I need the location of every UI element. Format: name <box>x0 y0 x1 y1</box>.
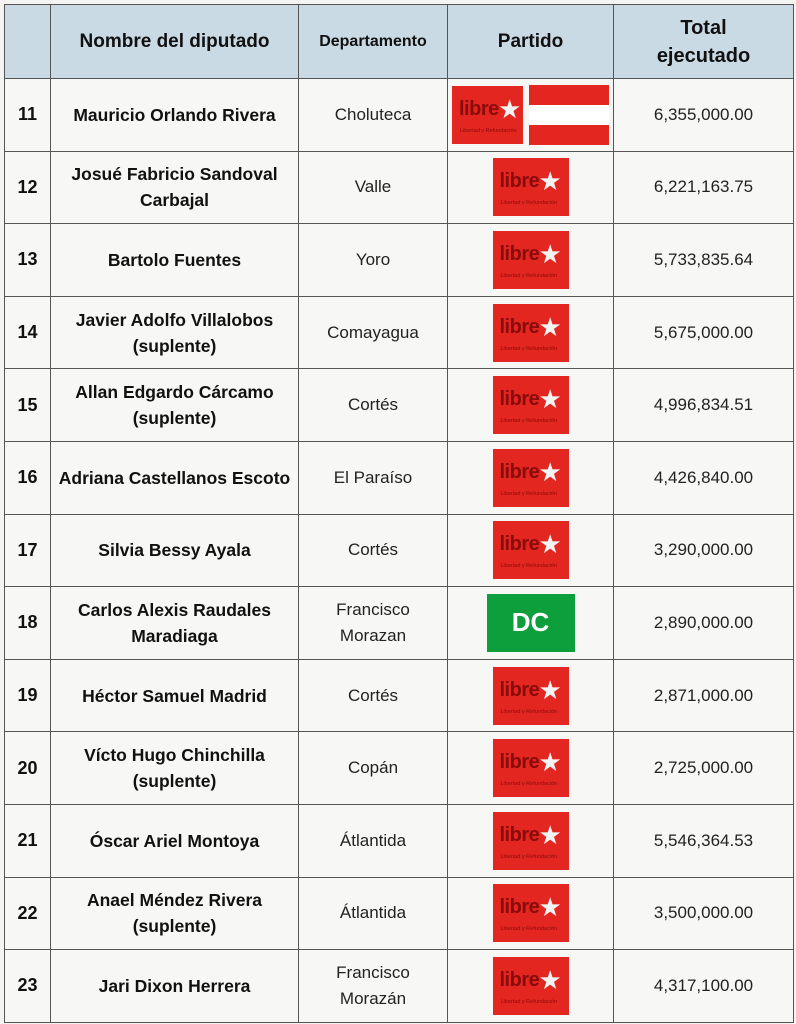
header-department: Departamento <box>299 5 448 79</box>
libre-logo-word: libre <box>499 242 540 265</box>
table-row <box>5 950 794 1023</box>
table-row <box>5 514 794 587</box>
libre-logo-word: libre <box>499 388 540 411</box>
table-row <box>5 877 794 950</box>
party-logo-wrap <box>452 152 609 224</box>
libre-party-logo <box>493 304 569 362</box>
deputy-name: Mauricio Orlando Rivera <box>51 79 299 152</box>
libre-logo-tagline: Libertad y Refundación <box>500 708 558 715</box>
party-logo-wrap <box>452 805 609 877</box>
row-number: 21 <box>5 804 51 877</box>
party-logo-wrap <box>452 660 609 732</box>
row-number: 14 <box>5 296 51 369</box>
libre-party-logo <box>493 812 569 870</box>
department: Átlantida <box>299 804 448 877</box>
star-icon: ★ <box>538 384 562 415</box>
row-number: 20 <box>5 732 51 805</box>
party-cell <box>448 732 614 805</box>
header-total-line1: Total <box>680 16 727 39</box>
flag-stripe <box>529 85 609 105</box>
table-row <box>5 441 794 514</box>
party-cell <box>448 441 614 514</box>
deputy-name: Anael Méndez Rivera (suplente) <box>51 877 299 950</box>
row-number: 11 <box>5 79 51 152</box>
total-executed: 5,733,835.64 <box>614 224 794 297</box>
header-party: Partido <box>448 5 614 79</box>
party-cell <box>448 151 614 224</box>
libre-party-logo <box>493 449 569 507</box>
row-number: 16 <box>5 441 51 514</box>
header-num <box>5 5 51 79</box>
department: Átlantida <box>299 877 448 950</box>
star-icon: ★ <box>538 311 562 342</box>
row-number: 15 <box>5 369 51 442</box>
libre-logo-word: libre <box>499 823 540 846</box>
party-logo-wrap <box>452 587 609 659</box>
party-logo-wrap <box>452 515 609 587</box>
libre-logo-tagline: Libertad y Refundación <box>500 345 558 352</box>
libre-party-logo <box>493 158 569 216</box>
star-icon: ★ <box>538 964 562 995</box>
dc-party-logo: DC <box>487 594 575 652</box>
libre-logo-word: libre <box>459 97 499 120</box>
total-executed: 2,890,000.00 <box>614 587 794 660</box>
party-cell <box>448 659 614 732</box>
department: Choluteca <box>299 79 448 152</box>
header-total <box>614 5 794 79</box>
deputy-name: Héctor Samuel Madrid <box>51 659 299 732</box>
libre-logo-word: libre <box>499 968 540 991</box>
department: Comayagua <box>299 296 448 369</box>
total-executed: 3,290,000.00 <box>614 514 794 587</box>
department: Copán <box>299 732 448 805</box>
deputies-table <box>4 4 794 1023</box>
deputy-name: Óscar Ariel Montoya <box>51 804 299 877</box>
libre-party-logo <box>493 521 569 579</box>
total-executed: 5,546,364.53 <box>614 804 794 877</box>
libre-logo-word: libre <box>499 751 540 774</box>
party-logo-wrap <box>452 732 609 804</box>
star-icon: ★ <box>538 166 562 197</box>
total-executed: 6,221,163.75 <box>614 151 794 224</box>
party-cell <box>448 587 614 660</box>
department: Yoro <box>299 224 448 297</box>
party-cell <box>448 224 614 297</box>
table-row <box>5 587 794 660</box>
libre-logo-tagline: Libertad y Refundación <box>500 926 558 933</box>
row-number: 22 <box>5 877 51 950</box>
party-cell <box>448 369 614 442</box>
row-number: 13 <box>5 224 51 297</box>
total-executed: 4,317,100.00 <box>614 950 794 1023</box>
table-row <box>5 804 794 877</box>
party-logo-wrap <box>452 297 609 369</box>
department: Francisco Morazan <box>299 587 448 660</box>
libre-logo-word: libre <box>499 678 540 701</box>
libre-logo-word: libre <box>499 896 540 919</box>
flag-stripe <box>529 125 609 145</box>
libre-logo-tagline: Libertad y Refundación <box>500 200 558 207</box>
libre-party-logo <box>493 667 569 725</box>
table-row <box>5 151 794 224</box>
party-logo-wrap <box>452 79 609 151</box>
department: Cortés <box>299 514 448 587</box>
deputy-name: Carlos Alexis Raudales Maradiaga <box>51 587 299 660</box>
party-logo-wrap <box>452 950 609 1022</box>
party-cell <box>448 79 614 152</box>
total-executed: 2,725,000.00 <box>614 732 794 805</box>
deputy-name: Javier Adolfo Villalobos (suplente) <box>51 296 299 369</box>
star-icon: ★ <box>538 819 562 850</box>
deputy-name: Silvia Bessy Ayala <box>51 514 299 587</box>
libre-logo-tagline: Libertad y Refundación <box>500 272 558 279</box>
table-row <box>5 224 794 297</box>
libre-party-logo <box>493 376 569 434</box>
party-cell <box>448 877 614 950</box>
libre-logo-tagline: Libertad y Refundación <box>500 418 558 425</box>
libre-party-logo <box>493 884 569 942</box>
table-row <box>5 79 794 152</box>
party-logo-wrap <box>452 224 609 296</box>
deputy-name: Josué Fabricio Sandoval Carbajal <box>51 151 299 224</box>
star-icon: ★ <box>538 238 562 269</box>
table-row <box>5 732 794 805</box>
party-logo-wrap <box>452 369 609 441</box>
party-cell <box>448 950 614 1023</box>
row-number: 18 <box>5 587 51 660</box>
department: Valle <box>299 151 448 224</box>
total-executed: 4,996,834.51 <box>614 369 794 442</box>
department: Cortés <box>299 369 448 442</box>
libre-logo-tagline: Libertad y Refundación <box>500 853 558 860</box>
star-icon: ★ <box>538 892 562 923</box>
deputy-name: Vícto Hugo Chinchilla (suplente) <box>51 732 299 805</box>
header-name: Nombre del diputado <box>51 5 299 79</box>
libre-party-logo <box>493 957 569 1015</box>
total-executed: 3,500,000.00 <box>614 877 794 950</box>
table-row <box>5 659 794 732</box>
row-number: 12 <box>5 151 51 224</box>
total-executed: 6,355,000.00 <box>614 79 794 152</box>
deputy-name: Jari Dixon Herrera <box>51 950 299 1023</box>
department: Francisco Morazán <box>299 950 448 1023</box>
party-logo-wrap <box>452 878 609 950</box>
libre-logo-tagline: Libertad y Refundación <box>500 563 558 570</box>
star-icon: ★ <box>538 674 562 705</box>
deputy-name: Allan Edgardo Cárcamo (suplente) <box>51 369 299 442</box>
star-icon: ★ <box>538 529 562 560</box>
libre-logo-tagline: Libertad y Refundación <box>500 781 558 788</box>
libre-party-logo <box>493 231 569 289</box>
row-number: 19 <box>5 659 51 732</box>
total-executed: 5,675,000.00 <box>614 296 794 369</box>
party-cell <box>448 514 614 587</box>
header-total-line2: ejecutado <box>656 44 751 67</box>
libre-logo-word: libre <box>499 170 540 193</box>
libre-party-logo <box>493 739 569 797</box>
party-cell <box>448 296 614 369</box>
flag-stripe <box>529 105 609 125</box>
department: El Paraíso <box>299 441 448 514</box>
deputy-name: Adriana Castellanos Escoto <box>51 441 299 514</box>
star-icon: ★ <box>498 93 522 124</box>
libre-logo-word: libre <box>499 460 540 483</box>
flag-icon <box>529 85 609 145</box>
libre-logo-tagline: Libertad y Refundación <box>500 998 558 1005</box>
department: Cortés <box>299 659 448 732</box>
libre-logo-word: libre <box>499 315 540 338</box>
table-body <box>5 79 794 1023</box>
header-row <box>5 5 794 79</box>
table-row <box>5 296 794 369</box>
total-executed: 2,871,000.00 <box>614 659 794 732</box>
libre-logo-tagline: Libertad y Refundación <box>500 490 558 497</box>
party-cell <box>448 804 614 877</box>
libre-party-logo <box>452 86 523 144</box>
table-row <box>5 369 794 442</box>
star-icon: ★ <box>538 747 562 778</box>
libre-logo-tagline: Libertad y Refundación <box>460 127 517 134</box>
row-number: 23 <box>5 950 51 1023</box>
deputy-name: Bartolo Fuentes <box>51 224 299 297</box>
star-icon: ★ <box>538 456 562 487</box>
row-number: 17 <box>5 514 51 587</box>
party-logo-wrap <box>452 442 609 514</box>
libre-logo-word: libre <box>499 533 540 556</box>
total-executed: 4,426,840.00 <box>614 441 794 514</box>
